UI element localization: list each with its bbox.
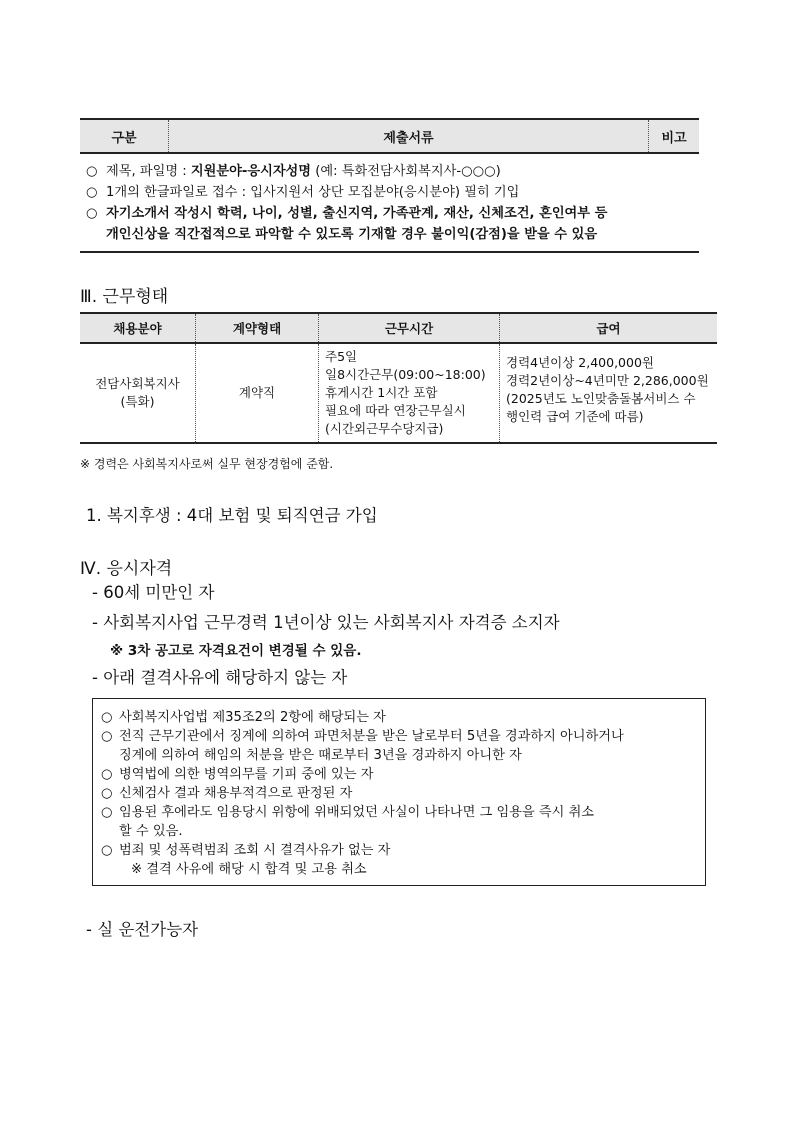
indent-spacer [101,822,119,841]
header-field: 채용분야 [80,313,196,343]
cell-contract: 계약직 [196,343,319,443]
submission-line [86,161,693,182]
disqualification-item [101,841,699,860]
cell-hours [319,343,500,443]
box-note: ※ 결격 사유에 해당 시 합격 및 고용 취소 [131,862,367,877]
section3-title: Ⅲ. 근무형태 [80,287,169,307]
circle-bullet-icon: ○ [86,164,98,179]
submission-line [86,224,693,245]
qualification-item: - 사회복지사업 근무경력 1년이상 있는 사회복지사 자격증 소지자 [92,613,560,632]
header-remarks: 비고 [661,130,687,146]
circle-bullet-icon: ○ [101,805,113,820]
circle-bullet-icon: ○ [101,843,113,858]
notice-text: ※ 3차 공고로 자격요건이 변경될 수 있음. [110,643,362,659]
header-documents: 제출서류 [169,120,649,152]
disqualification-text: 임용된 후에라도 임용당시 위항에 위배되었던 사실이 나타나면 그 임용을 즉시 취소 [119,805,595,820]
disqualification-item [101,803,699,822]
submission-line [86,182,693,203]
submission-line [86,203,693,224]
submission-text: (예: 특화전담사회복지사-○○○) [311,164,501,179]
hours-line: 주5일 [325,349,358,364]
disqualification-item [101,708,699,727]
submission-text: 자기소개서 작성시 학력, 나이, 성별, 출신지역, 가족관계, 재산, 신체조건, 혼인여부 등 [106,206,608,221]
disqualification-text: 징계에 의하여 해임의 처분을 받은 때로부터 3년을 경과하지 아니한 자 [119,748,522,763]
career-note: ※ 경력은 사회복지사로써 실무 현장경험에 준함. [80,457,334,471]
submission-table-body [80,154,699,253]
submission-text: 1개의 한글파일로 접수 : 입사지원서 상단 모집분야(응시분야) 필히 기입 [106,185,520,200]
qualification-item: - 실 운전가능자 [86,920,199,939]
hours-line: 일8시간근무(09:00~18:00) [325,367,486,382]
submission-table-header [80,118,699,154]
disqualification-item [101,765,699,784]
circle-bullet-icon: ○ [101,710,113,725]
cell-salary [500,343,718,443]
hours-line: 필요에 따라 연장근무실시 [325,403,466,418]
salary-line: 경력2년이상~4년미만 2,286,000원 [506,372,709,388]
disqualification-text: 전직 근무기관에서 징계에 의하여 파면처분을 받은 날로부터 5년을 경과하지 아니하거나 [119,729,624,744]
hours-line: (시간외근무수당지급) [325,421,444,436]
salary-line: 경력4년이상 2,400,000원 [506,354,654,370]
submission-text: 지원분야-응시자성명 [190,164,312,179]
cell-field [80,343,196,443]
header-category: 구분 [80,120,169,152]
circle-bullet-icon: ○ [86,206,98,221]
hours-line: 휴게시간 1시간 포함 [325,385,438,400]
field-line: (특화) [120,394,155,409]
disqualification-text: 사회복지사업법 제35조2의 2항에 해당되는 자 [119,710,386,725]
disqualification-text: 할 수 있음. [119,824,183,839]
section4-title: Ⅳ. 응시자격 [80,559,173,579]
salary-line: (2025년도 노인맞춤돌봄서비스 수 [506,390,696,406]
disqualification-item [101,822,699,841]
qualification-item: - 60세 미만인 자 [92,583,215,602]
circle-bullet-icon: ○ [86,185,98,200]
circle-bullet-icon: ○ [101,767,113,782]
disqualification-text: 신체검사 결과 채용부적격으로 판정된 자 [119,786,353,801]
salary-line: 행인력 급여 기준에 따름) [506,408,644,424]
indent-spacer [101,746,119,765]
header-salary: 급여 [500,313,718,343]
submission-text: 제목, 파일명 : [106,164,191,179]
disqualification-item [101,727,699,746]
benefit-item: 1. 복지후생 : 4대 보험 및 퇴직연금 가입 [86,506,378,525]
disqualification-box [92,698,706,886]
disqualification-item [101,784,699,803]
disqualification-text: 병역법에 의한 병역의무를 기피 중에 있는 자 [119,767,374,782]
header-hours: 근무시간 [319,313,500,343]
field-line: 전담사회복지사 [95,376,180,391]
submission-table [80,118,699,253]
submission-text: 개인신상을 직간접적으로 파악할 수 있도록 기재할 경우 불이익(감점)을 받을 수 있음 [106,227,598,242]
disqualification-item [101,746,699,765]
work-type-table [80,312,717,444]
circle-bullet-icon: ○ [101,729,113,744]
header-contract: 계약형태 [196,313,319,343]
qualification-item: - 아래 결격사유에 해당하지 않는 자 [92,668,348,687]
circle-bullet-icon: ○ [101,786,113,801]
disqualification-text: 범죄 및 성폭력범죄 조회 시 결격사유가 없는 자 [119,843,391,858]
